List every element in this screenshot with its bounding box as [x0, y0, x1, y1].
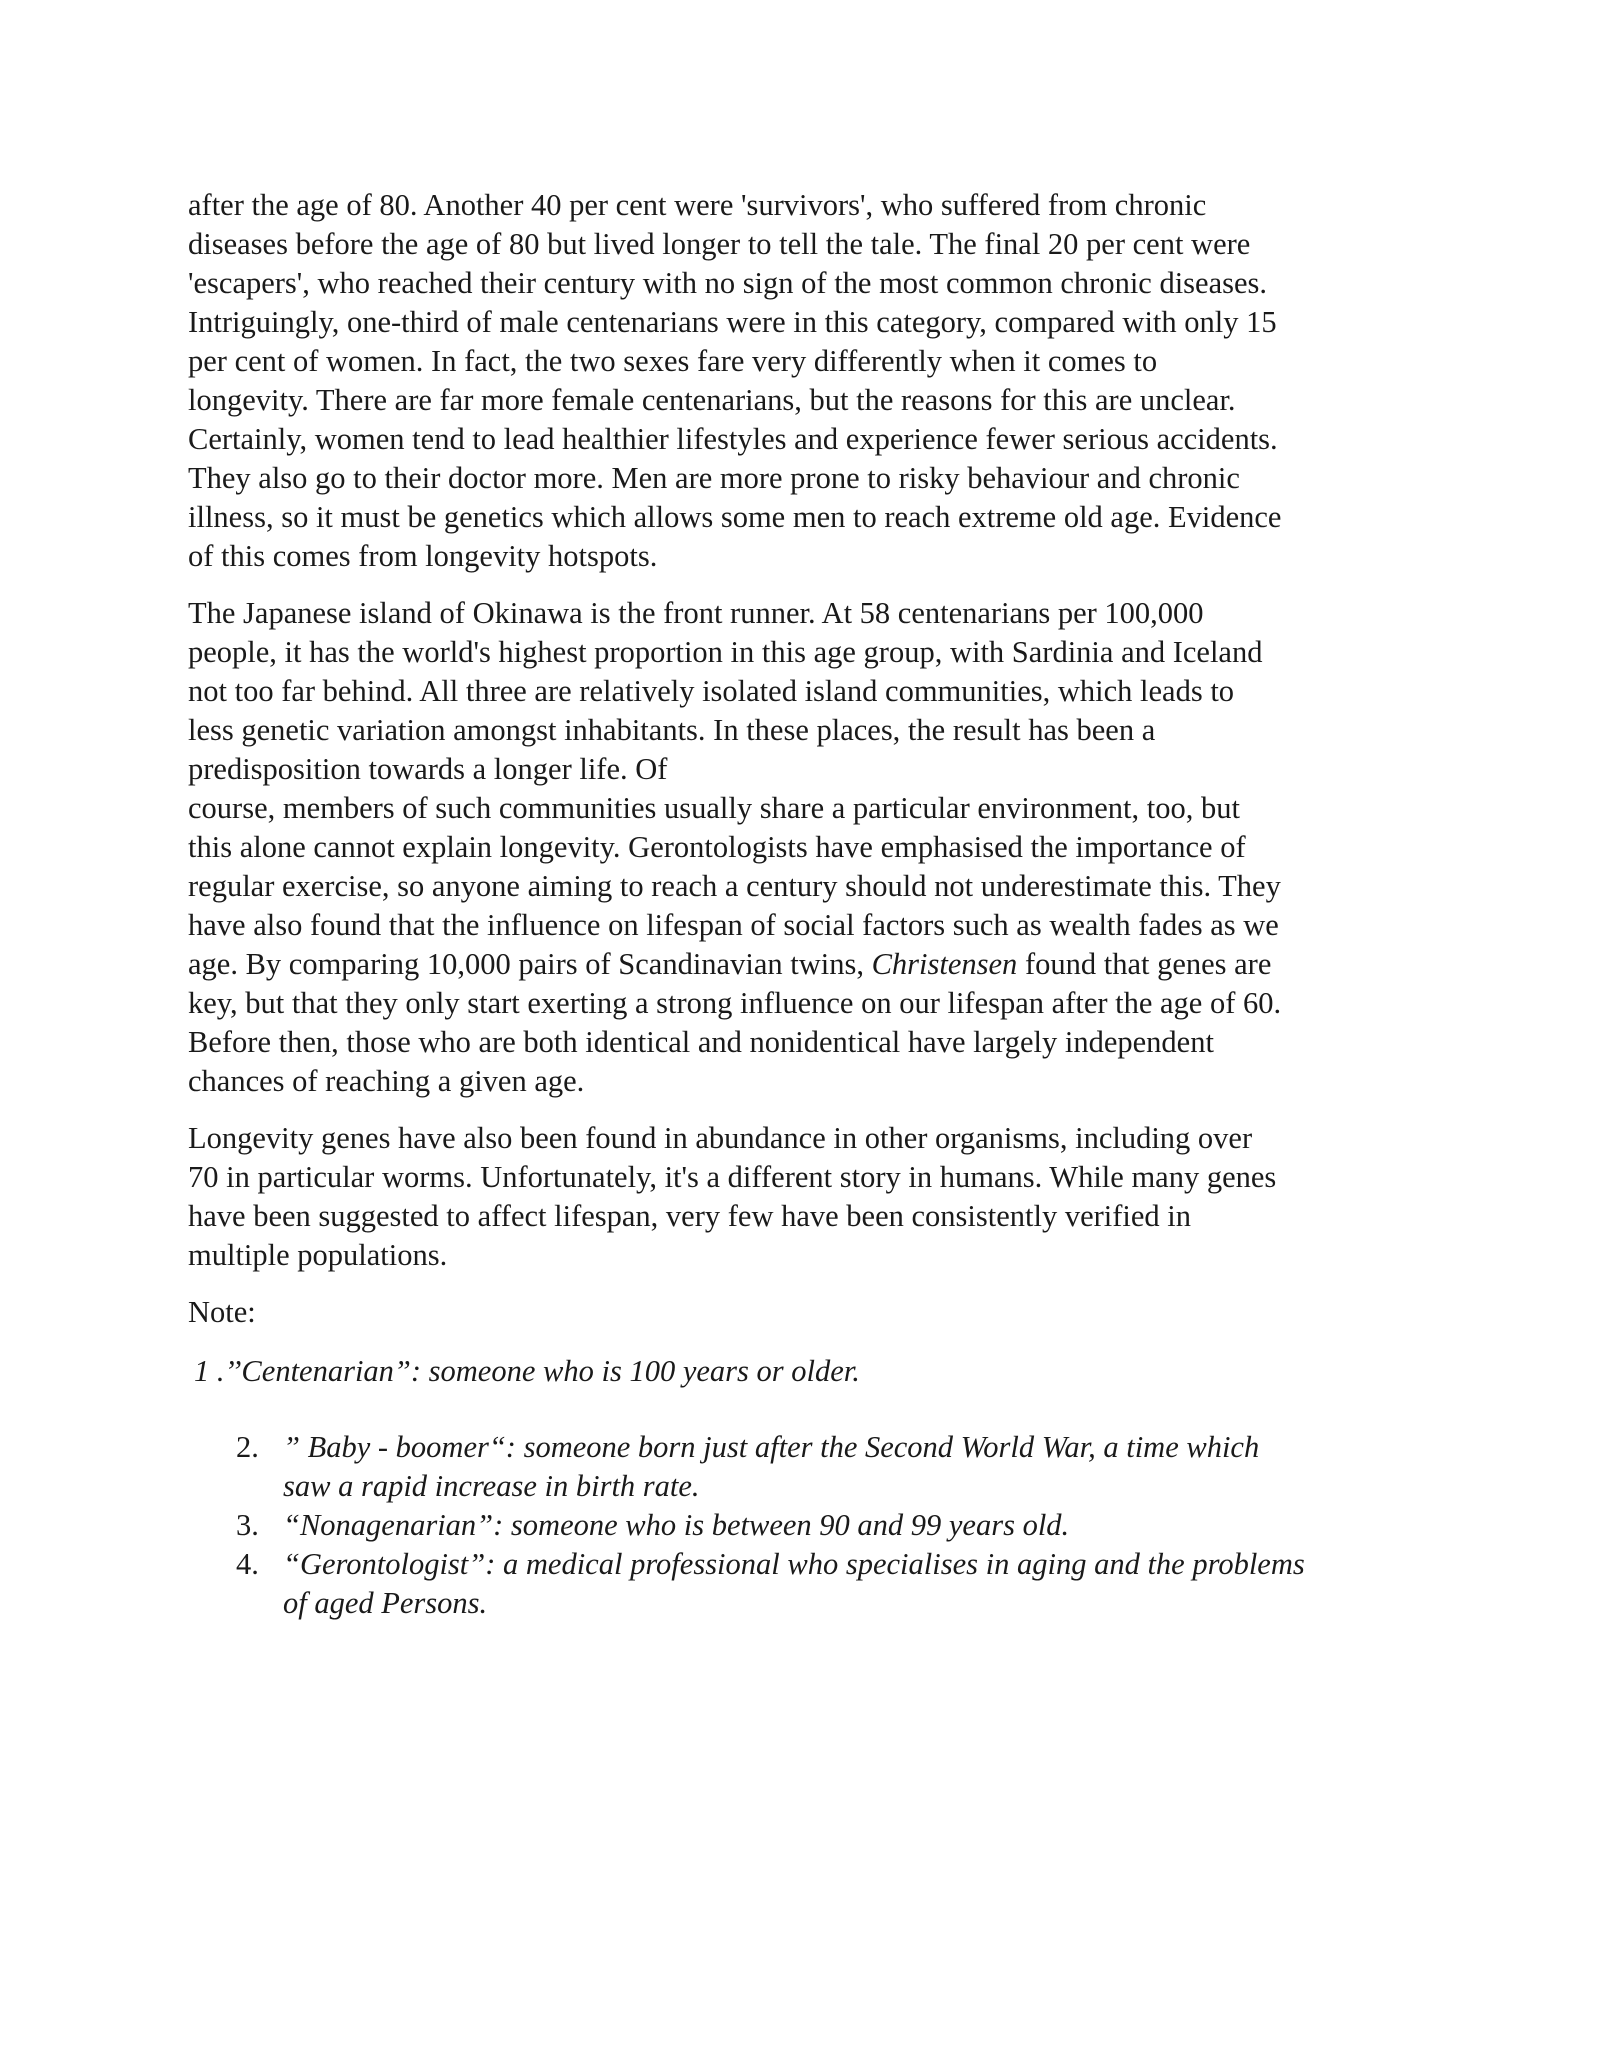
text-line: Intriguingly, one-third of male centenarians were in this category, compared with only 15 — [188, 305, 1277, 339]
text-segment: found that genes are — [1017, 947, 1272, 981]
text-line: multiple populations. — [188, 1238, 448, 1272]
text-line: Before then, those who are both identical and nonidentical have largely independent — [188, 1025, 1214, 1059]
note-item-centenarian: 1 .’’Centenarian”: someone who is 100 years or older. — [194, 1354, 860, 1388]
note-heading: Note: — [188, 1295, 256, 1329]
note-text-line: ” Baby - boomer“: someone born just after the Second World War, a time which — [283, 1430, 1260, 1464]
text-line: not too far behind. All three are relatively isolated island communities, which leads to — [188, 674, 1235, 708]
text-line: longevity. There are far more female centenarians, but the reasons for this are unclear. — [188, 383, 1236, 417]
text-line-christensen — [188, 945, 1448, 984]
note-number: 4. — [236, 1547, 259, 1581]
note-number: 2. — [236, 1430, 259, 1464]
text-line: Certainly, women tend to lead healthier lifestyles and experience fewer serious accidents. — [188, 422, 1278, 456]
note-item-baby-boomer — [188, 1428, 1448, 1506]
note-text-line: saw a rapid increase in birth rate. — [283, 1469, 700, 1503]
text-line: chances of reaching a given age. — [188, 1064, 585, 1098]
text-line: Longevity genes have also been found in abundance in other organisms, including over — [188, 1121, 1253, 1155]
text-line: course, members of such communities usually share a particular environment, too, but — [188, 791, 1240, 825]
text-segment: age. By comparing 10,000 pairs of Scandinavian twins, — [188, 947, 872, 981]
document-page — [188, 186, 1448, 1623]
text-line: this alone cannot explain longevity. Gerontologists have emphasised the importance of — [188, 830, 1246, 864]
text-line: have been suggested to affect lifespan, very few have been consistently verified in — [188, 1199, 1192, 1233]
text-line: less genetic variation amongst inhabitants. In these places, the result has been a — [188, 713, 1156, 747]
paragraph-longevity-genes — [188, 1119, 1448, 1275]
text-line: after the age of 80. Another 40 per cent were 'survivors', who suffered from chronic — [188, 188, 1207, 222]
paragraph-okinawa — [188, 594, 1448, 1101]
note-number: 3. — [236, 1508, 259, 1542]
text-line: The Japanese island of Okinawa is the front runner. At 58 centenarians per 100,000 — [188, 596, 1204, 630]
text-line: of this comes from longevity hotspots. — [188, 539, 658, 573]
note-text-line: “Nonagenarian”: someone who is between 90 and 99 years old. — [283, 1508, 1070, 1542]
text-line: 'escapers', who reached their century with no sign of the most common chronic diseases. — [188, 266, 1268, 300]
notes-list — [188, 1428, 1448, 1623]
text-line: diseases before the age of 80 but lived longer to tell the tale. The final 20 per cent were — [188, 227, 1251, 261]
paragraph-survivors-escapers — [188, 186, 1448, 576]
text-line: They also go to their doctor more. Men are more prone to risky behaviour and chronic — [188, 461, 1240, 495]
note-text-line: of aged Persons. — [283, 1586, 488, 1620]
note-item-nonagenarian — [188, 1506, 1448, 1545]
note-text-line: “Gerontologist”: a medical professional who specialises in aging and the problems — [283, 1547, 1305, 1581]
text-line: key, but that they only start exerting a strong influence on our lifespan after the age of 60. — [188, 986, 1282, 1020]
text-line: illness, so it must be genetics which allows some men to reach extreme old age. Evidence — [188, 500, 1282, 534]
text-line: regular exercise, so anyone aiming to reach a century should not underestimate this. They — [188, 869, 1281, 903]
text-line: 70 in particular worms. Unfortunately, it's a different story in humans. While many genes — [188, 1160, 1277, 1194]
text-line: have also found that the influence on lifespan of social factors such as wealth fades as we — [188, 908, 1279, 942]
text-line: people, it has the world's highest proportion in this age group, with Sardinia and Iceland — [188, 635, 1263, 669]
note-item-gerontologist — [188, 1545, 1448, 1623]
text-line: predisposition towards a longer life. Of — [188, 752, 668, 786]
christensen-name: Christensen — [871, 947, 1018, 981]
text-line: per cent of women. In fact, the two sexes fare very differently when it comes to — [188, 344, 1158, 378]
